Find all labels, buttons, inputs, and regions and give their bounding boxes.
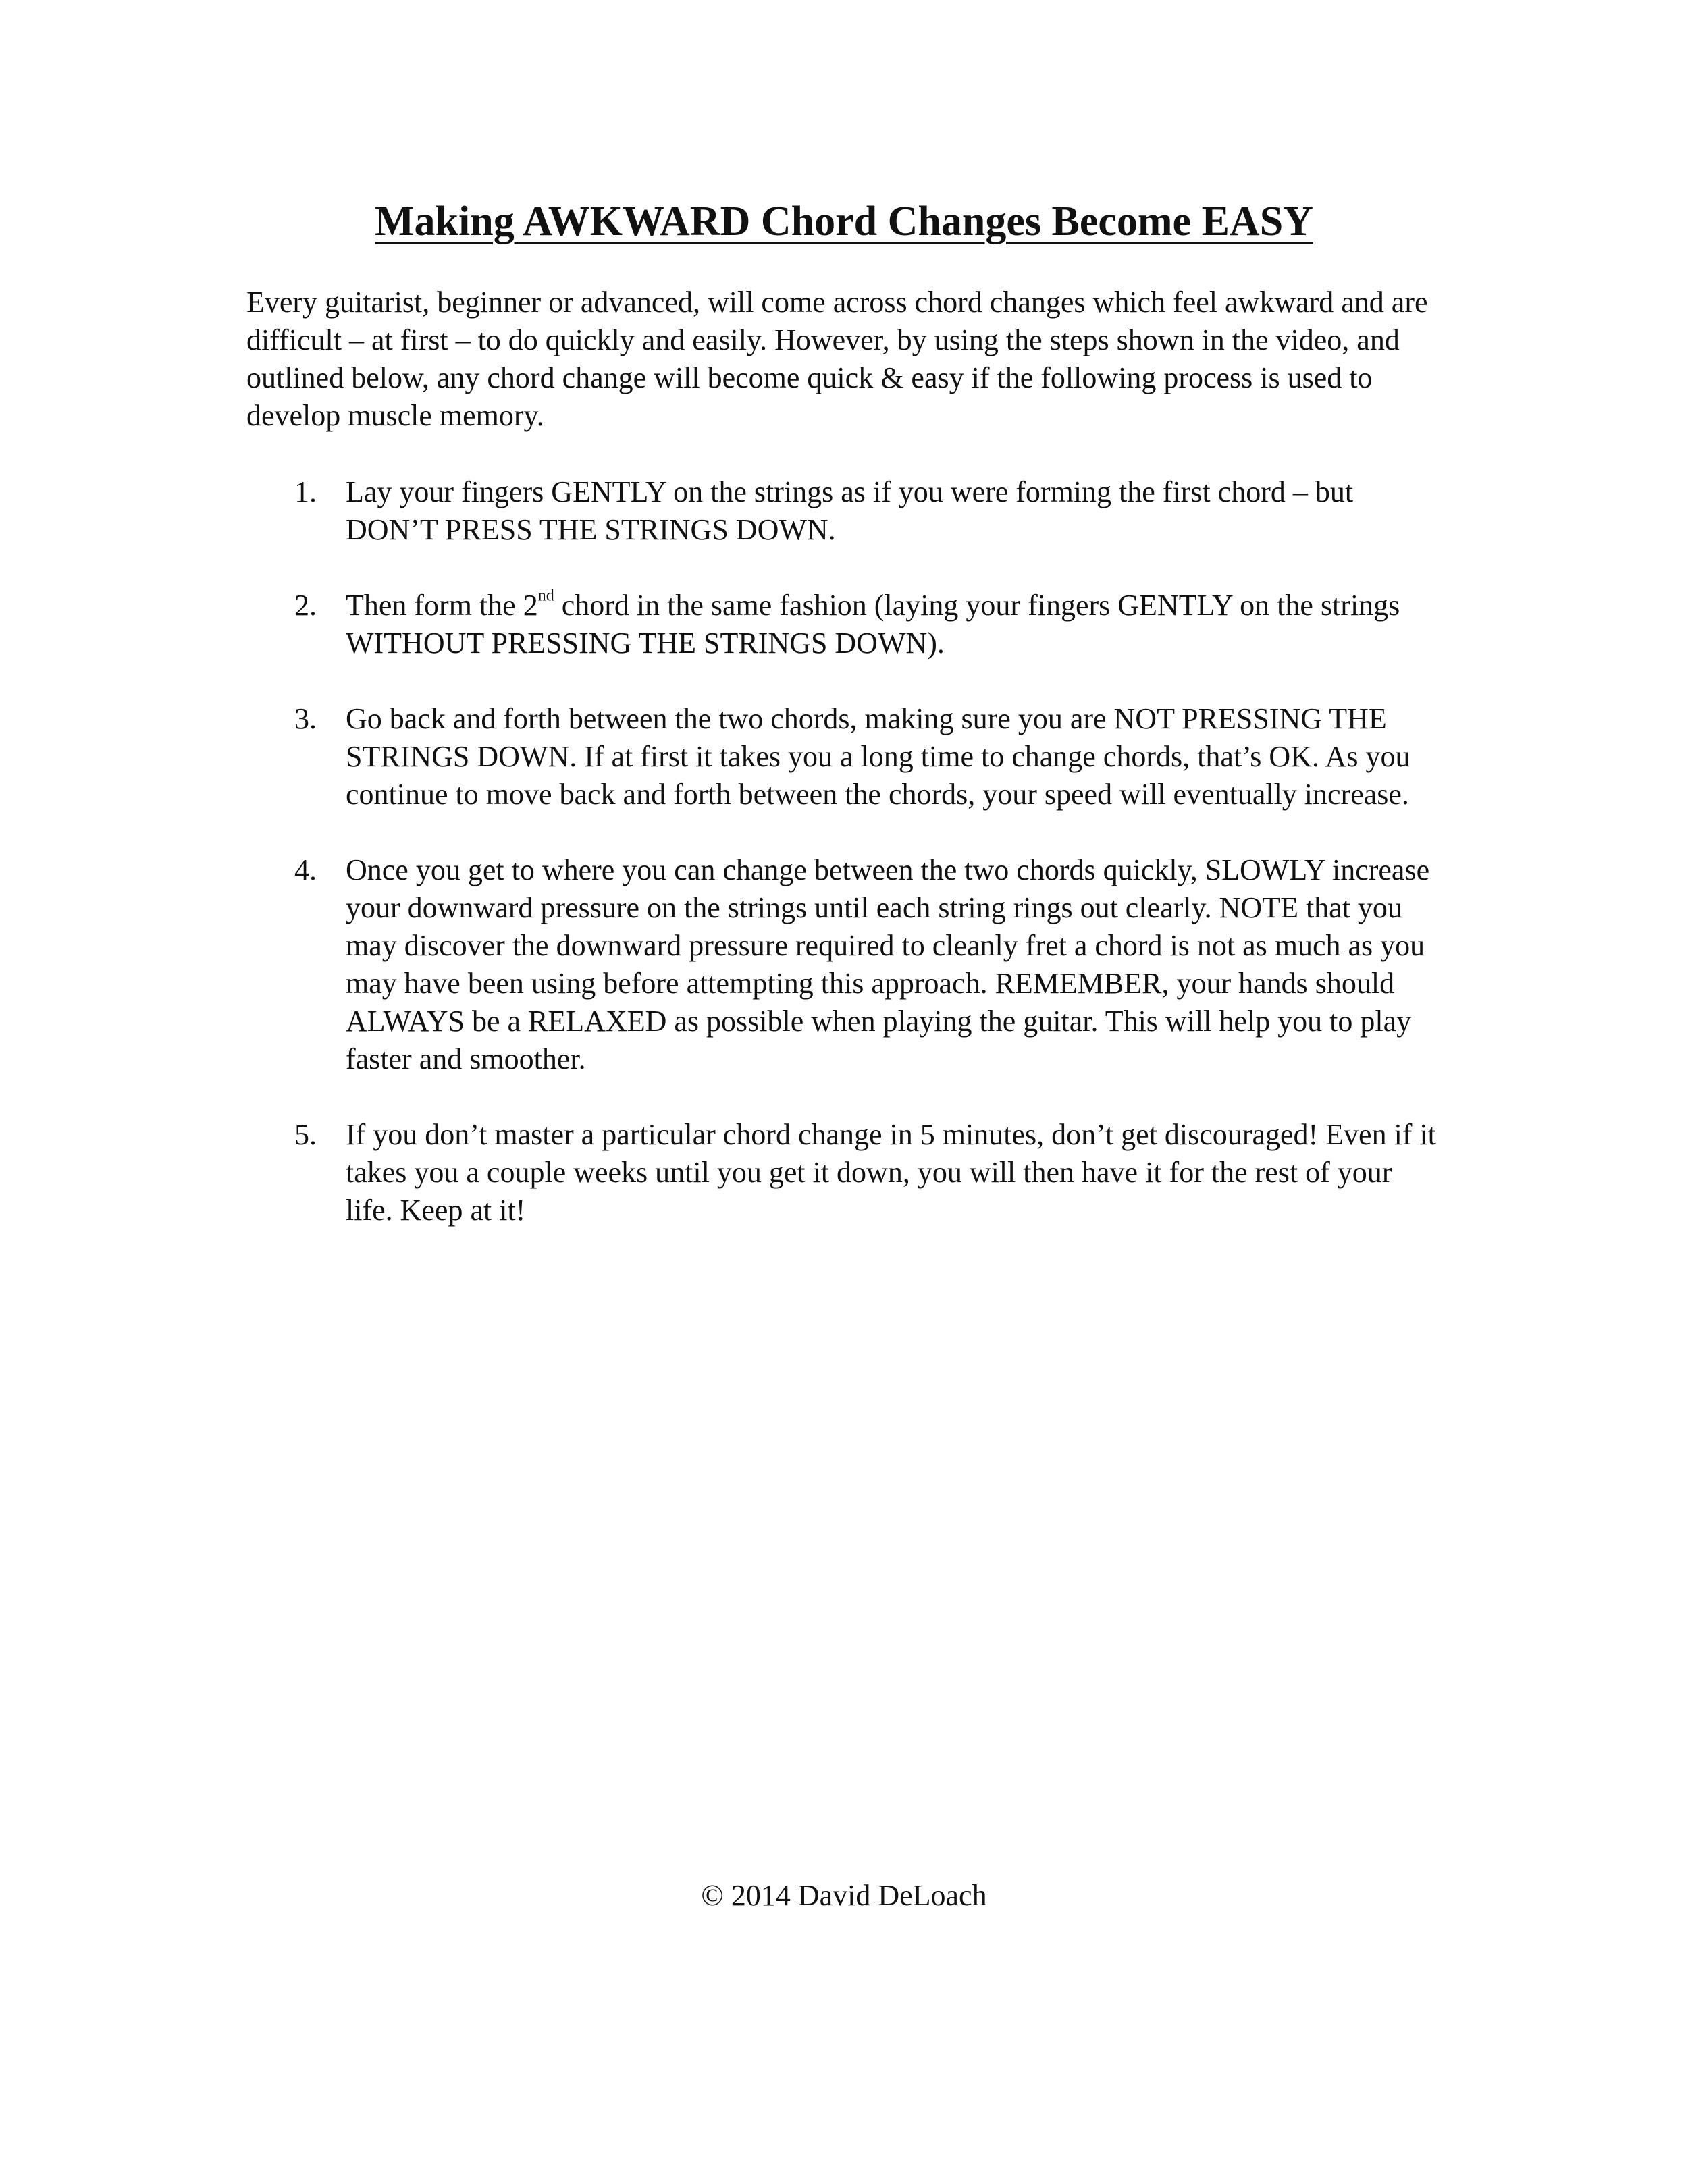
step-number: 2. (294, 589, 317, 622)
ordinal-superscript: nd (537, 587, 554, 605)
intro-paragraph: Every guitarist, beginner or advanced, will come across chord changes which feel awkward and are difficult – at first – to do quickly and easily. However, by using the steps shown in the video, and outlined below, any chord change will become quick & easy if the following process is used to develop muscle memory. (246, 286, 1428, 432)
step-text: Lay your fingers GENTLY on the strings as if you were forming the first chord – but DON’T PRESS THE STRINGS DOWN. (346, 475, 1354, 546)
page-title: Making AWKWARD Chord Changes Become EASY (375, 198, 1313, 244)
step-number: 4. (294, 853, 317, 886)
step-number: 3. (294, 702, 317, 735)
step-text: If you don’t master a particular chord change in 5 minutes, don’t get discouraged! Even if it takes you a couple weeks until you get it down, you will then have it for the rest of your life. Keep at it! (346, 1118, 1436, 1227)
step-item-3 (0, 700, 1688, 814)
steps-list (0, 473, 1688, 1267)
copyright-footer: © 2014 David DeLoach (701, 1879, 987, 1912)
step-text-after: chord in the same fashion (laying your fingers GENTLY on the strings WITHOUT PRESSING THE STRINGS DOWN). (346, 589, 1400, 660)
step-number: 5. (294, 1118, 317, 1151)
step-text (346, 587, 1446, 662)
step-number: 1. (294, 475, 317, 508)
step-text: Go back and forth between the two chords, making sure you are NOT PRESSING THE STRINGS DOWN. If at first it takes you a long time to change chords, that’s OK. As you continue to move back and forth between the chords, your speed will eventually increase. (346, 702, 1410, 811)
step-text: Once you get to where you can change between the two chords quickly, SLOWLY increase your downward pressure on the strings until each string rings out clearly. NOTE that you may discover the downward pressure required to cleanly fret a chord is not as much as you may have been using before attempting this approach. REMEMBER, your hands should ALWAYS be a RELAXED as possible when playing the guitar. This will help you to play faster and smoother. (346, 853, 1430, 1075)
step-item-5 (0, 1116, 1688, 1229)
step-item-4 (0, 851, 1688, 1078)
step-item-2 (0, 587, 1688, 662)
step-text-before: Then form the 2 (346, 589, 538, 622)
step-item-1 (0, 473, 1688, 549)
